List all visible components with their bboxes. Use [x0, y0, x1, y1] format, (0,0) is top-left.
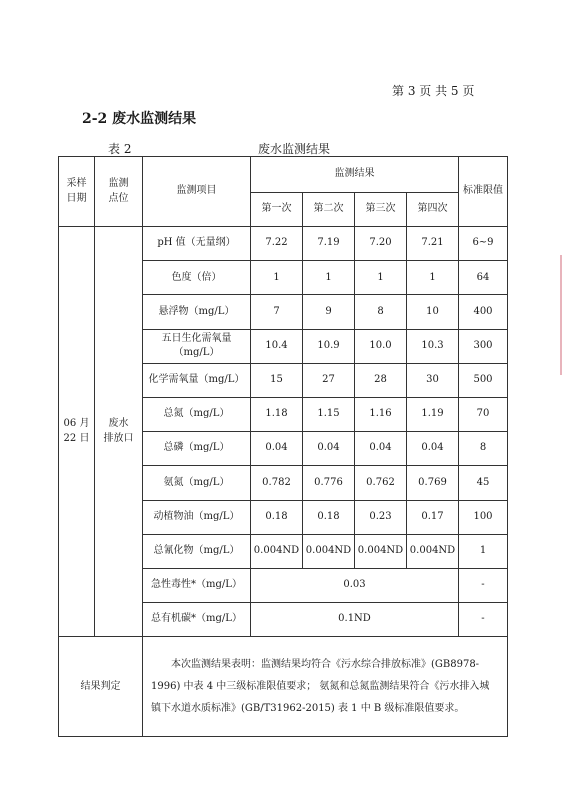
value-cell: 0.769	[407, 466, 459, 500]
value-cell: 0.004ND	[251, 534, 303, 568]
value-cell: 0.04	[251, 432, 303, 466]
merged-value-cell: 0.03	[251, 568, 459, 602]
item-cell: 五日生化需氧量（mg/L）	[143, 329, 251, 363]
header-limit: 标准限值	[459, 157, 508, 227]
value-cell: 1	[355, 261, 407, 295]
value-cell: 10	[407, 295, 459, 329]
monitoring-point-cell: 废水 排放口	[95, 227, 143, 637]
value-cell: 7.20	[355, 227, 407, 261]
value-cell: 7.22	[251, 227, 303, 261]
limit-cell: 70	[459, 397, 508, 431]
value-cell: 30	[407, 363, 459, 397]
value-cell: 0.23	[355, 500, 407, 534]
value-cell: 1.16	[355, 397, 407, 431]
value-cell: 0.17	[407, 500, 459, 534]
limit-cell: -	[459, 568, 508, 602]
conclusion-row	[59, 637, 508, 737]
section-title: 2-2 废水监测结果	[82, 111, 197, 127]
limit-cell: 500	[459, 363, 508, 397]
value-cell: 1.18	[251, 397, 303, 431]
value-cell: 1	[303, 261, 355, 295]
value-cell: 1	[407, 261, 459, 295]
item-cell: 总氰化物（mg/L）	[143, 534, 251, 568]
table-row	[59, 227, 508, 261]
item-cell: pH 值（无量纲）	[143, 227, 251, 261]
page-number: 第 3 页 共 5 页	[392, 84, 475, 98]
item-cell: 动植物油（mg/L）	[143, 500, 251, 534]
header-run-3: 第三次	[355, 193, 407, 227]
value-cell: 10.4	[251, 329, 303, 363]
value-cell: 1.15	[303, 397, 355, 431]
limit-cell: 64	[459, 261, 508, 295]
limit-cell: 45	[459, 466, 508, 500]
value-cell: 10.9	[303, 329, 355, 363]
conclusion-text: 本次监测结果表明：监测结果均符合《污水综合排放标准》(GB8978-1996) 中表 4 中三级标准限值要求； 氨氮和总氮监测结果符合《污水排入城镇下水道水质标准》(GB/T31962-2015) 表 1 中 B 级标准限值要求。	[143, 637, 508, 737]
value-cell: 0.18	[251, 500, 303, 534]
value-cell: 10.3	[407, 329, 459, 363]
value-cell: 7.21	[407, 227, 459, 261]
value-cell: 27	[303, 363, 355, 397]
item-cell: 急性毒性*（mg/L）	[143, 568, 251, 602]
value-cell: 9	[303, 295, 355, 329]
value-cell: 15	[251, 363, 303, 397]
header-monitoring-point: 监测 点位	[95, 157, 143, 227]
value-cell: 10.0	[355, 329, 407, 363]
header-run-1: 第一次	[251, 193, 303, 227]
item-cell: 总磷（mg/L）	[143, 432, 251, 466]
limit-cell: 8	[459, 432, 508, 466]
value-cell: 0.04	[355, 432, 407, 466]
value-cell: 0.004ND	[407, 534, 459, 568]
header-results: 监测结果	[251, 157, 459, 193]
value-cell: 1	[251, 261, 303, 295]
table-label: 表 2	[108, 142, 132, 156]
item-cell: 悬浮物（mg/L）	[143, 295, 251, 329]
value-cell: 0.04	[303, 432, 355, 466]
value-cell: 0.18	[303, 500, 355, 534]
item-cell: 总有机碳*（mg/L）	[143, 603, 251, 637]
limit-cell: 300	[459, 329, 508, 363]
merged-value-cell: 0.1ND	[251, 603, 459, 637]
wastewater-results-table	[58, 156, 508, 737]
value-cell: 0.776	[303, 466, 355, 500]
item-cell: 总氮（mg/L）	[143, 397, 251, 431]
limit-cell: 400	[459, 295, 508, 329]
value-cell: 0.04	[407, 432, 459, 466]
sampling-date-cell: 06 月 22 日	[59, 227, 95, 637]
value-cell: 0.004ND	[355, 534, 407, 568]
header-item: 监测项目	[143, 157, 251, 227]
item-cell: 色度（倍）	[143, 261, 251, 295]
item-cell: 化学需氧量（mg/L）	[143, 363, 251, 397]
value-cell: 0.782	[251, 466, 303, 500]
header-sampling-date: 采样 日期	[59, 157, 95, 227]
value-cell: 7.19	[303, 227, 355, 261]
value-cell: 1.19	[407, 397, 459, 431]
value-cell: 0.004ND	[303, 534, 355, 568]
value-cell: 28	[355, 363, 407, 397]
limit-cell: -	[459, 603, 508, 637]
limit-cell: 1	[459, 534, 508, 568]
limit-cell: 100	[459, 500, 508, 534]
table-title: 废水监测结果	[258, 142, 331, 156]
value-cell: 8	[355, 295, 407, 329]
header-run-2: 第二次	[303, 193, 355, 227]
limit-cell: 6~9	[459, 227, 508, 261]
conclusion-label: 结果判定	[59, 637, 143, 737]
item-cell: 氨氮（mg/L）	[143, 466, 251, 500]
seal-stamp-fragment	[548, 255, 562, 375]
value-cell: 0.762	[355, 466, 407, 500]
header-run-4: 第四次	[407, 193, 459, 227]
value-cell: 7	[251, 295, 303, 329]
